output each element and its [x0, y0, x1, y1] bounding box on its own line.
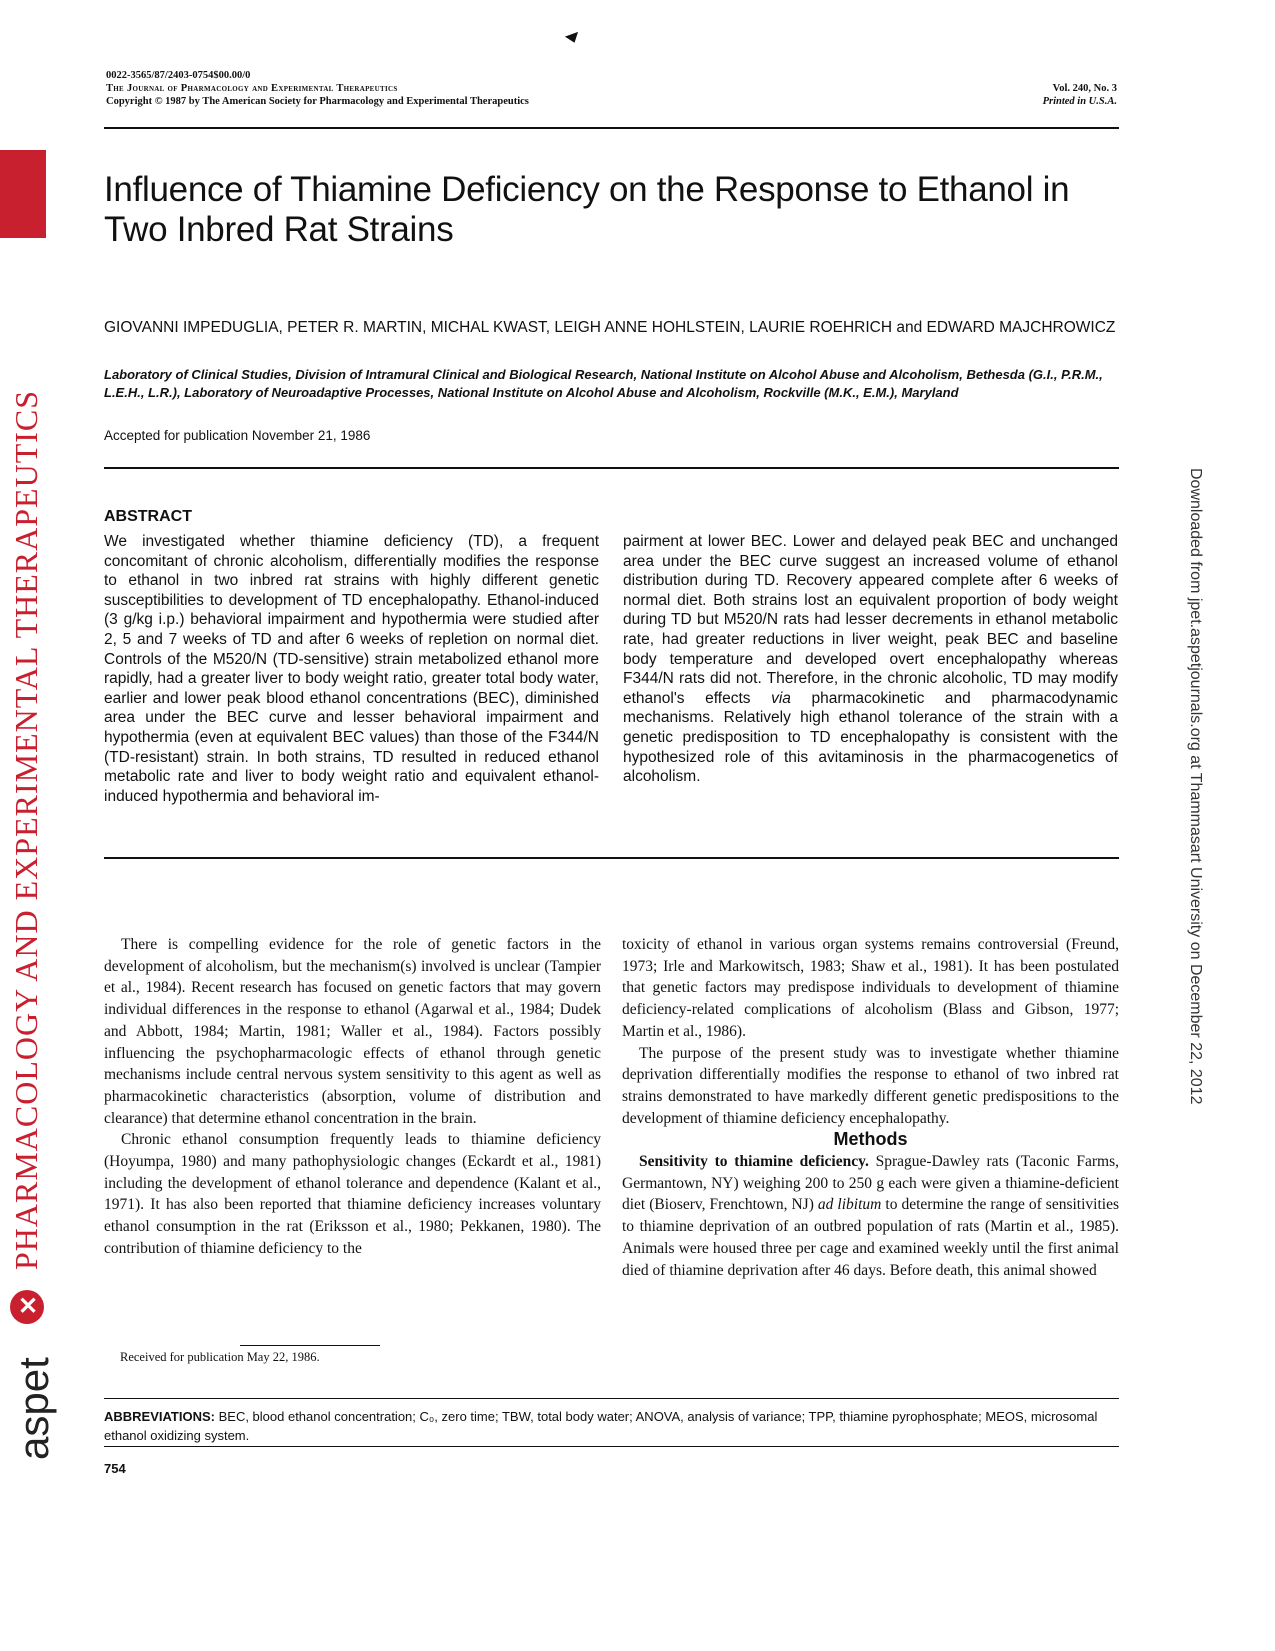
footnote-rule	[240, 1345, 380, 1346]
article-title: Influence of Thiamine Deficiency on the Response to Ethanol in Two Inbred Rat Strains	[104, 170, 1070, 249]
volume-info	[1043, 82, 1117, 108]
abstract-top-rule	[104, 467, 1119, 469]
aspet-logo-icon: ✕	[10, 1290, 44, 1324]
article-code: 0022-3565/87/2403-0754$00.00/0	[106, 70, 251, 81]
header-rule	[104, 127, 1119, 129]
accepted-date: Accepted for publication November 21, 1986	[104, 428, 371, 443]
abbrev-top-rule	[104, 1398, 1119, 1399]
journal-vertical-title: PHARMACOLOGY AND EXPERIMENTAL THERAPEUTICS	[8, 389, 44, 1270]
abstract-text: pairment at lower BEC. Lower and delayed peak BEC and unchanged area under the BEC curve suggest an increased volume of ethanol distribution during TD. Recovery appeared complete after 6 weeks of normal diet. Both strains lost an equivalent proportion of body weight during TD but M520/N rats had lesser decrements in ethanol metabolic rate, had greater reductions in liver weight, peak BEC and baseline body temperature and developed overt encephalopathy whereas F344/N rats did not. Therefore, in the chronic alcoholic, TD may modify ethanol's effects	[623, 533, 1118, 707]
download-notice: Downloaded from jpet.aspetjournals.org at Thammasart University on December 22, 2012	[1187, 468, 1204, 1105]
page-number: 754	[104, 1461, 126, 1476]
scan-mark-icon	[565, 32, 581, 45]
abstract-column-2	[623, 532, 1118, 787]
abstract-emphasis: via	[771, 689, 791, 707]
journal-name: The Journal of Pharmacology and Experimental Therapeutics	[106, 83, 398, 94]
received-date: Received for publication May 22, 1986.	[120, 1350, 320, 1364]
abstract-text: pharmacokinetic and pharmacodynamic mechanisms. Relatively high ethanol tolerance of the strain with a genetic predisposition to TD encephalopathy is consistent with the hypothesized role of this avitaminosis in the pharmacogenetics of alcoholism.	[623, 689, 1118, 786]
copyright-line: Copyright © 1987 by The American Society for Pharmacology and Experimental Therapeutics	[106, 96, 529, 107]
body-column-2	[622, 934, 1119, 1281]
abbreviations-label: ABBREVIATIONS:	[104, 1409, 215, 1424]
aspet-wordmark: aspet	[10, 1357, 57, 1460]
abstract-column-1: We investigated whether thiamine deficiency (TD), a frequent concomitant of chronic alcoholism, differentially modifies the response to ethanol in two inbred rat strains with highly different genetic susceptibilities to development of TD encephalopathy. Ethanol-induced (3 g/kg i.p.) behavioral impairment and hypothermia were studied after 2, 5 and 7 weeks of TD and after 6 weeks of repletion on normal diet. Controls of the M520/N (TD-sensitive) strain metabolized ethanol more rapidly, had a greater liver to body weight ratio, greater total body water, earlier and lower peak blood ethanol concentrations (BEC), diminished area under the BEC curve and lesser behavioral impairment and hypothermia (even at equivalent BEC values) than those of the F344/N (TD-resistant) strain. In both strains, TD resulted in reduced ethanol metabolic rate and liver to body weight ratio and equivalent ethanol-induced hypothermia and behavioral im-	[104, 533, 599, 805]
paragraph: The purpose of the present study was to investigate whether thiamine deprivation differentially modifies the response to ethanol of two inbred rat strains demonstrated to have markedly different genetic predispositions to the development of thiamine deficiency encephalopathy.	[622, 1044, 1119, 1127]
methods-subheading: Sensitivity to thiamine deficiency.	[639, 1153, 869, 1171]
author-list: GIOVANNI IMPEDUGLIA, PETER R. MARTIN, MICHAL KWAST, LEIGH ANNE HOHLSTEIN, LAURIE ROEHRICH and EDWARD MAJCHROWICZ	[104, 319, 1116, 336]
paragraph-text: to determine the range of sensitivities to thiamine deprivation of an outbred population of rats (Martin et al., 1985). Animals were housed three per cage and examined weekly until the first animal died of thiamine deprivation after 46 days. Before death, this animal showed	[622, 1196, 1120, 1279]
abstract-heading: ABSTRACT	[104, 508, 192, 525]
paragraph-text: Sprague-Dawley rats (Taconic Farms, Germantown, NY) weighing 200 to 250 g each were given a thiamine-deficient diet (Bioserv, Frenchtown, NJ)	[622, 1153, 1119, 1214]
paragraph: Chronic ethanol consumption frequently leads to thiamine deficiency (Hoyumpa, 1980) and many pathophysiologic changes (Eckardt et al., 1981) including the development of ethanol tolerance and dependence (Kalant et al., 1971). It has also been reported that thiamine deficiency increases voluntary ethanol consumption in the rat (Eriksson et al., 1980; Pekkanen, 1980). The contribution of thiamine deficiency to the	[104, 1131, 601, 1257]
journal-header	[106, 69, 529, 108]
volume-number: Vol. 240, No. 3	[1052, 83, 1117, 94]
abstract-bottom-rule	[104, 857, 1119, 859]
methods-heading: Methods	[833, 1129, 908, 1150]
printed-in: Printed in U.S.A.	[1042, 96, 1117, 107]
abbreviations-text: BEC, blood ethanol concentration; C₀, zero time; TBW, total body water; ANOVA, analysis of variance; TPP, thiamine pyrophosphate; MEOS, microsomal ethanol oxidizing system.	[104, 1409, 1098, 1443]
paragraph	[622, 1151, 1119, 1281]
paragraph-emphasis: ad libitum	[817, 1196, 882, 1214]
affiliation: Laboratory of Clinical Studies, Division of Intramural Clinical and Biological Research, National Institute on Alcohol Abuse and Alcoholism, Bethesda (G.I., P.R.M., L.E.H., L.R.), Laboratory of Neuroadaptive Processes, National Institute on Alcohol Abuse and Alcoholism, Rockville (M.K., E.M.), Maryland	[104, 367, 1103, 400]
abbrev-bottom-rule	[104, 1446, 1119, 1447]
paragraph: There is compelling evidence for the role of genetic factors in the development of alcoholism, but the mechanism(s) involved is unclear (Tampier et al., 1984). Recent research has focused on genetic factors that may govern individual differences in the response to ethanol (Agarwal et al., 1984; Dudek and Abbott, 1984; Martin, 1981; Waller et al., 1984). Factors possibly influencing the psychopharmacologic effects of ethanol through genetic mechanisms include central nervous system sensitivity to this agent as well as pharmacokinetic characteristics (absorption, volume of distribution and clearance) that determine ethanol concentration in the brain.	[104, 936, 601, 1127]
paragraph: toxicity of ethanol in various organ systems remains controversial (Freund, 1973; Irle and Markowitsch, 1983; Shaw et al., 1981). It has been postulated that genetic factors may predispose individuals to development of thiamine deficiency-related complications of alcoholism (Blass and Gibson, 1977; Martin et al., 1986).	[622, 936, 1119, 1040]
jpet-label: JPET	[4, 245, 40, 323]
jpet-badge	[0, 150, 46, 323]
abbreviations	[104, 1407, 1119, 1445]
body-column-1	[104, 934, 601, 1260]
